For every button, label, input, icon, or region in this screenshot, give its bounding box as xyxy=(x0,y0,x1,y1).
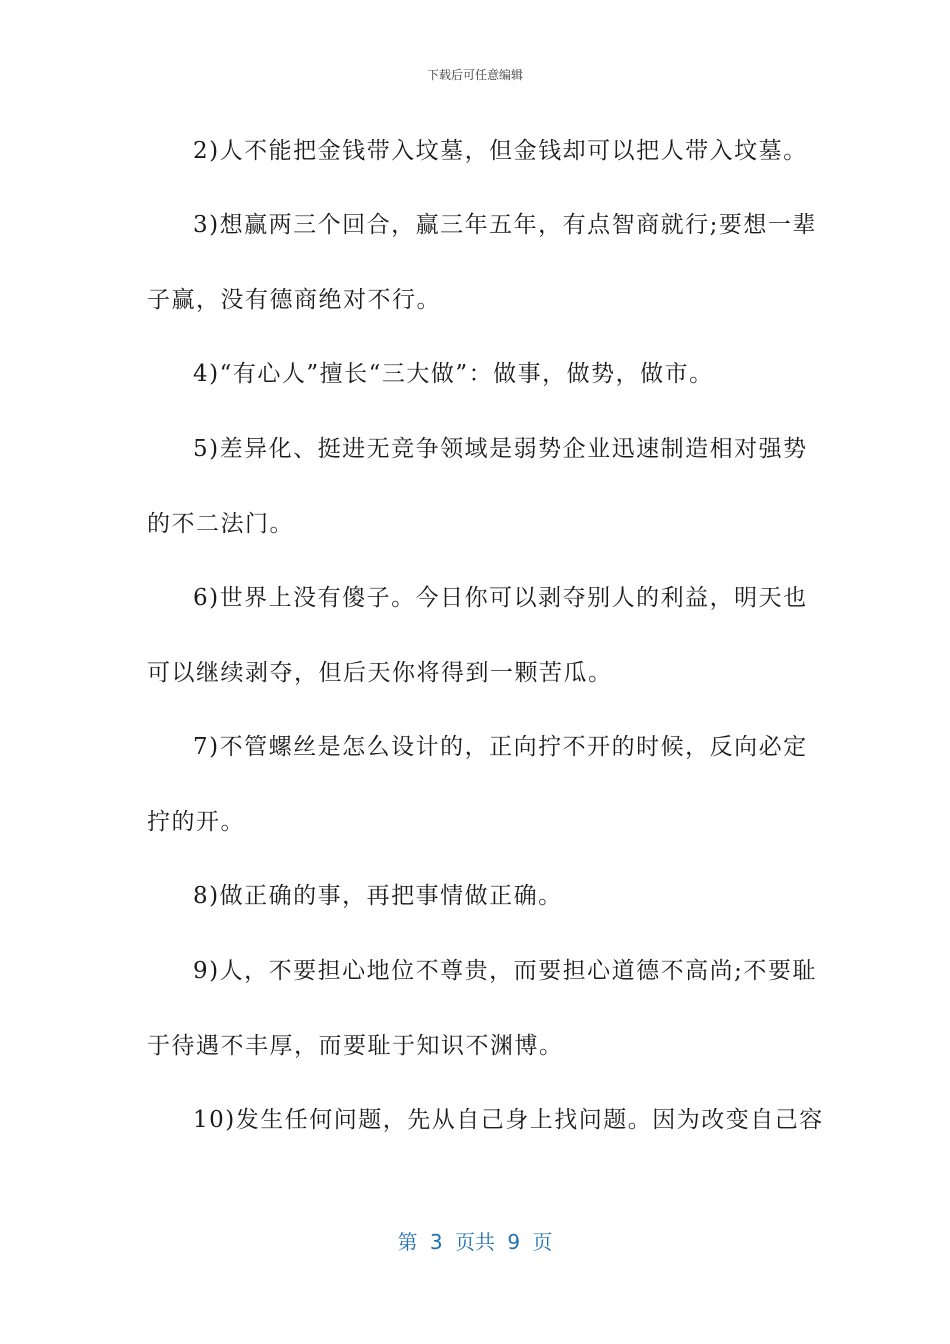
text-line: 拧的开。 xyxy=(147,809,245,835)
text-line: 2)人不能把金钱带入坟墓，但金钱却可以把人带入坟墓。 xyxy=(193,138,808,164)
text-line: 可以继续剥夺，但后天你将得到一颗苦瓜。 xyxy=(147,660,613,686)
text-line: 8)做正确的事，再把事情做正确。 xyxy=(193,883,563,909)
text-line: 于待遇不丰厚，而要耻于知识不渊博。 xyxy=(147,1033,564,1059)
text-line: 6)世界上没有傻子。今日你可以剥夺别人的利益，明天也 xyxy=(193,585,808,611)
page-footer: 第 3 页共 9 页 xyxy=(397,1230,553,1254)
text-line: 5)差异化、挺进无竞争领域是弱势企业迅速制造相对强势 xyxy=(193,436,808,462)
text-line: 的不二法门。 xyxy=(147,511,294,537)
text-line: 9)人，不要担心地位不尊贵，而要担心道德不高尚;不要耻 xyxy=(193,958,817,984)
text-line: 4)“有心人”擅长“三大做”：做事，做势，做市。 xyxy=(193,361,714,387)
text-line: 7)不管螺丝是怎么设计的，正向拧不开的时候，反向必定 xyxy=(193,734,808,760)
page-header: 下载后可任意编辑 xyxy=(426,68,523,82)
text-line: 10)发生任何问题，先从自己身上找问题。因为改变自己容 xyxy=(193,1107,824,1133)
text-line: 子赢，没有德商绝对不行。 xyxy=(147,287,441,313)
text-line: 3)想赢两三个回合，赢三年五年，有点智商就行;要想一辈 xyxy=(193,212,817,238)
